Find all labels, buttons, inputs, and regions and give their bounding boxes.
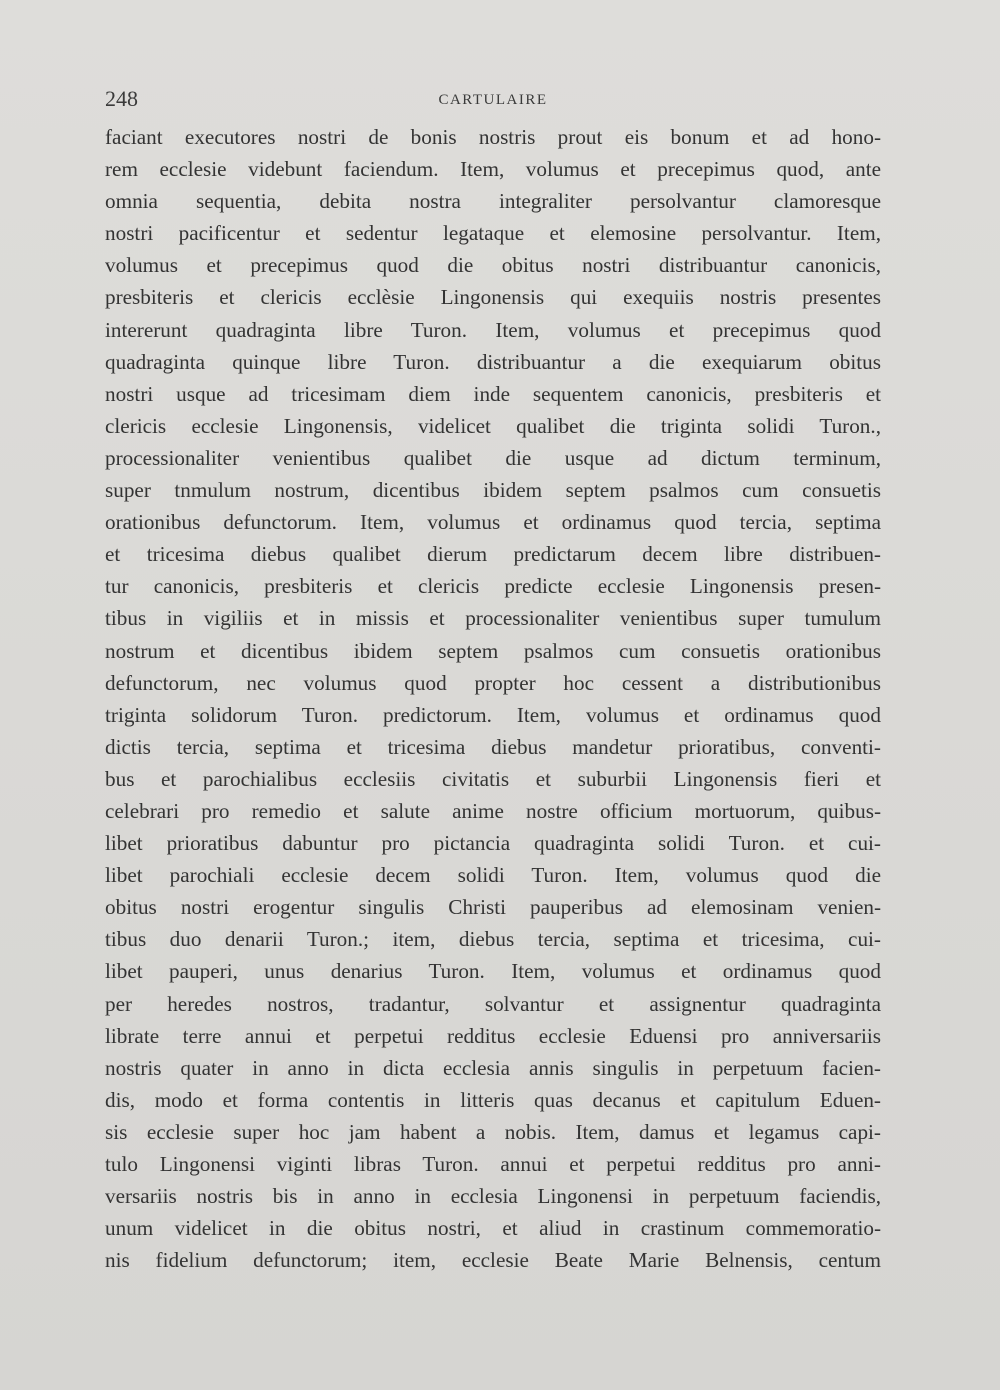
text-line: celebrari pro remedio et salute anime nostre officium mortuorum, quibus- xyxy=(105,798,881,823)
text-line: orationibus defunctorum. Item, volumus et ordinamus quod tercia, septima xyxy=(105,510,881,535)
text-line: nostri usque ad tricesimam diem inde sequentem canonicis, presbiteris et xyxy=(105,381,881,406)
text-line: versariis nostris bis in anno in ecclesia Lingonensi in perpetuum faciendis, xyxy=(105,1184,881,1209)
text-line: rem ecclesie videbunt faciendum. Item, volumus et precepimus quod, ante xyxy=(105,157,881,182)
text-line: omnia sequentia, debita nostra integraliter persolvantur clamoresque xyxy=(105,189,881,214)
page-number: 248 xyxy=(105,86,138,111)
text-line: nostri pacificentur et sedentur legataque et elemosine persolvantur. Item, xyxy=(105,221,881,246)
text-line: faciant executores nostri de bonis nostris prout eis bonum et ad hono- xyxy=(105,125,881,149)
text-line: tulo Lingonensi viginti libras Turon. annui et perpetui redditus pro anni- xyxy=(105,1152,881,1176)
text-line: processionaliter venientibus qualibet die usque ad dictum terminum, xyxy=(105,445,881,470)
text-line: libet prioratibus dabuntur pro pictancia quadraginta solidi Turon. et cui- xyxy=(105,831,881,856)
text-line: obitus nostri erogentur singulis Christi pauperibus ad elemosinam venien- xyxy=(105,895,881,920)
text-line: bus et parochialibus ecclesiis civitatis et suburbii Lingonensis fieri et xyxy=(105,766,881,791)
text-line: nis fidelium defunctorum; item, ecclesie Beate Marie Belnensis, centum xyxy=(105,1248,881,1273)
text-line: per heredes nostros, tradantur, solvantur et assignentur quadraginta xyxy=(105,991,881,1016)
text-line: dis, modo et forma contentis in litteris quas decanus et capitulum Eduen- xyxy=(105,1087,881,1112)
text-line: defunctorum, nec volumus quod propter hoc cessent a distributionibus xyxy=(105,670,881,695)
text-line: sis ecclesie super hoc jam habent a nobis. Item, damus et legamus capi- xyxy=(105,1119,881,1144)
text-line: tur canonicis, presbiteris et clericis predicte ecclesie Lingonensis presen- xyxy=(105,574,881,599)
text-line: et tricesima diebus qualibet dierum predictarum decem libre distribuen- xyxy=(105,542,881,567)
text-line: librate terre annui et perpetui redditus ecclesie Eduensi pro anniversariis xyxy=(105,1023,881,1048)
text-line: tibus duo denarii Turon.; item, diebus tercia, septima et tricesima, cui- xyxy=(105,927,881,952)
text-line: nostrum et dicentibus ibidem septem psalmos cum consuetis orationibus xyxy=(105,638,881,663)
text-line: presbiteris et clericis ecclèsie Lingonensis qui exequiis nostris presentes xyxy=(105,285,881,310)
text-line: tibus in vigiliis et in missis et processionaliter venientibus super tumulum xyxy=(105,606,881,631)
text-line: volumus et precepimus quod die obitus nostri distribuantur canonicis, xyxy=(105,253,881,278)
text-line: intererunt quadraginta libre Turon. Item, volumus et precepimus quod xyxy=(105,317,881,342)
text-line: clericis ecclesie Lingonensis, videlicet qualibet die triginta solidi Turon., xyxy=(105,413,881,438)
text-line: triginta solidorum Turon. predictorum. Item, volumus et ordinamus quod xyxy=(105,702,881,727)
text-line: unum videlicet in die obitus nostri, et aliud in crastinum commemoratio- xyxy=(105,1216,881,1241)
page-header xyxy=(105,84,881,114)
text-line: dictis tercia, septima et tricesima diebus mandetur prioratibus, conventi- xyxy=(105,734,881,759)
text-line: quadraginta quinque libre Turon. distribuantur a die exequiarum obitus xyxy=(105,349,881,374)
body-text xyxy=(105,121,881,1276)
text-line: nostris quater in anno in dicta ecclesia annis singulis in perpetuum facien- xyxy=(105,1055,881,1080)
text-line: super tnmulum nostrum, dicentibus ibidem septem psalmos cum consuetis xyxy=(105,478,881,503)
running-title: CARTULAIRE xyxy=(438,92,548,108)
text-line: libet parochiali ecclesie decem solidi Turon. Item, volumus quod die xyxy=(105,863,881,888)
text-line: libet pauperi, unus denarius Turon. Item, volumus et ordinamus quod xyxy=(105,959,881,984)
